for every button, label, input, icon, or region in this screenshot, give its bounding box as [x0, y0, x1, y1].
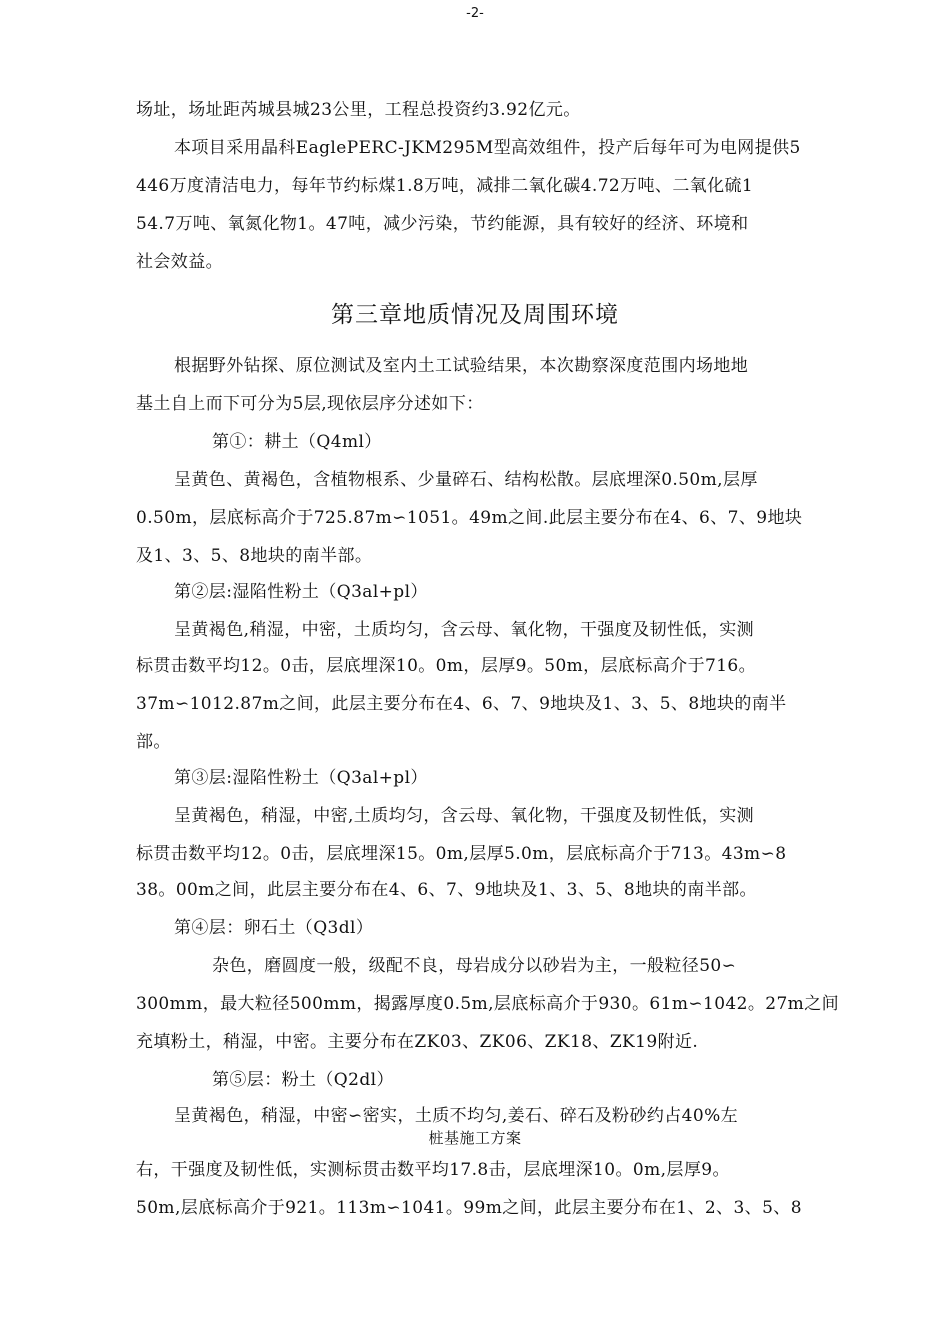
layer-1-title: 第①：耕土（Q4ml）: [212, 432, 382, 452]
text-line: 充填粉土，稍湿，中密。主要分布在ZK03、ZK06、ZK18、ZK19附近.: [136, 1032, 699, 1052]
text-line: 根据野外钻探、原位测试及室内土工试验结果，本次勘察深度范围内场地地: [174, 356, 749, 376]
text-line: 50m,层底标高介于921。113m∽1041。99m之间，此层主要分布在1、2、3、5、8: [136, 1198, 802, 1218]
text-line: 右，干强度及韧性低，实测标贯击数平均17.8击，层底埋深10。0m,层厚9。: [136, 1160, 730, 1180]
text-line: 标贯击数平均12。0击，层底埋深10。0m，层厚9。50m，层底标高介于716。: [136, 656, 757, 676]
text-line: 呈黄褐色,稍湿，中密，土质均匀，含云母、氧化物，干强度及韧性低，实测: [174, 620, 755, 640]
text-line: 54.7万吨、氧氮化物1。47吨，减少污染，节约能源，具有较好的经济、环境和: [136, 214, 749, 234]
text-line: 446万度清洁电力，每年节约标煤1.8万吨，减排二氧化碳4.72万吨、二氧化硫1: [136, 176, 754, 196]
text-line: 基土自上而下可分为5层,现依层序分述如下：: [136, 394, 484, 414]
text-line: 37m∽1012.87m之间，此层主要分布在4、6、7、9地块及1、3、5、8地块的南半: [136, 694, 787, 714]
text-line: 呈黄褐色，稍湿，中密∽密实，土质不均匀,姜石、碎石及粉砂约占40%左: [174, 1106, 739, 1126]
text-line: 本项目采用晶科EaglePERC-JKM295M型高效组件，投产后每年可为电网提供5: [174, 138, 801, 158]
text-line: 呈黄褐色，稍湿，中密,土质均匀，含云母、氧化物，干强度及韧性低，实测: [174, 806, 755, 826]
layer-5-title: 第⑤层：粉土（Q2dl）: [212, 1070, 394, 1090]
text-line: 300mm，最大粒径500mm，揭露厚度0.5m,层底标高介于930。61m∽1042。27m之间: [136, 994, 839, 1014]
text-line: 38。00m之间，此层主要分布在4、6、7、9地块及1、3、5、8地块的南半部。: [136, 880, 757, 900]
text-line: 社会效益。: [136, 252, 223, 272]
footer-document-title: 桩基施工方案: [428, 1129, 522, 1147]
page-number: -2-: [466, 6, 484, 21]
text-line: 杂色，磨圆度一般，级配不良，母岩成分以砂岩为主，一般粒径50∽: [212, 956, 737, 976]
text-line: 呈黄色、黄褐色，含植物根系、少量碎石、结构松散。层底埋深0.50m,层厚: [174, 470, 758, 490]
text-line: 场址，场址距芮城县城23公里，工程总投资约3.92亿元。: [136, 100, 581, 120]
layer-2-title: 第②层:湿陷性粉土（Q3al+pl）: [174, 582, 428, 602]
chapter-heading: 第三章地质情况及周围环境: [331, 302, 619, 328]
text-line: 部。: [136, 732, 171, 752]
text-line: 标贯击数平均12。0击，层底埋深15。0m,层厚5.0m，层底标高介于713。43m∽8: [136, 844, 787, 864]
text-line: 及1、3、5、8地块的南半部。: [136, 546, 373, 566]
layer-3-title: 第③层:湿陷性粉土（Q3al+pl）: [174, 768, 428, 788]
text-line: 0.50m，层底标高介于725.87m∽1051。49m之间.此层主要分布在4、6、7、9地块: [136, 508, 803, 528]
layer-4-title: 第④层：卵石土（Q3dl）: [174, 918, 374, 938]
